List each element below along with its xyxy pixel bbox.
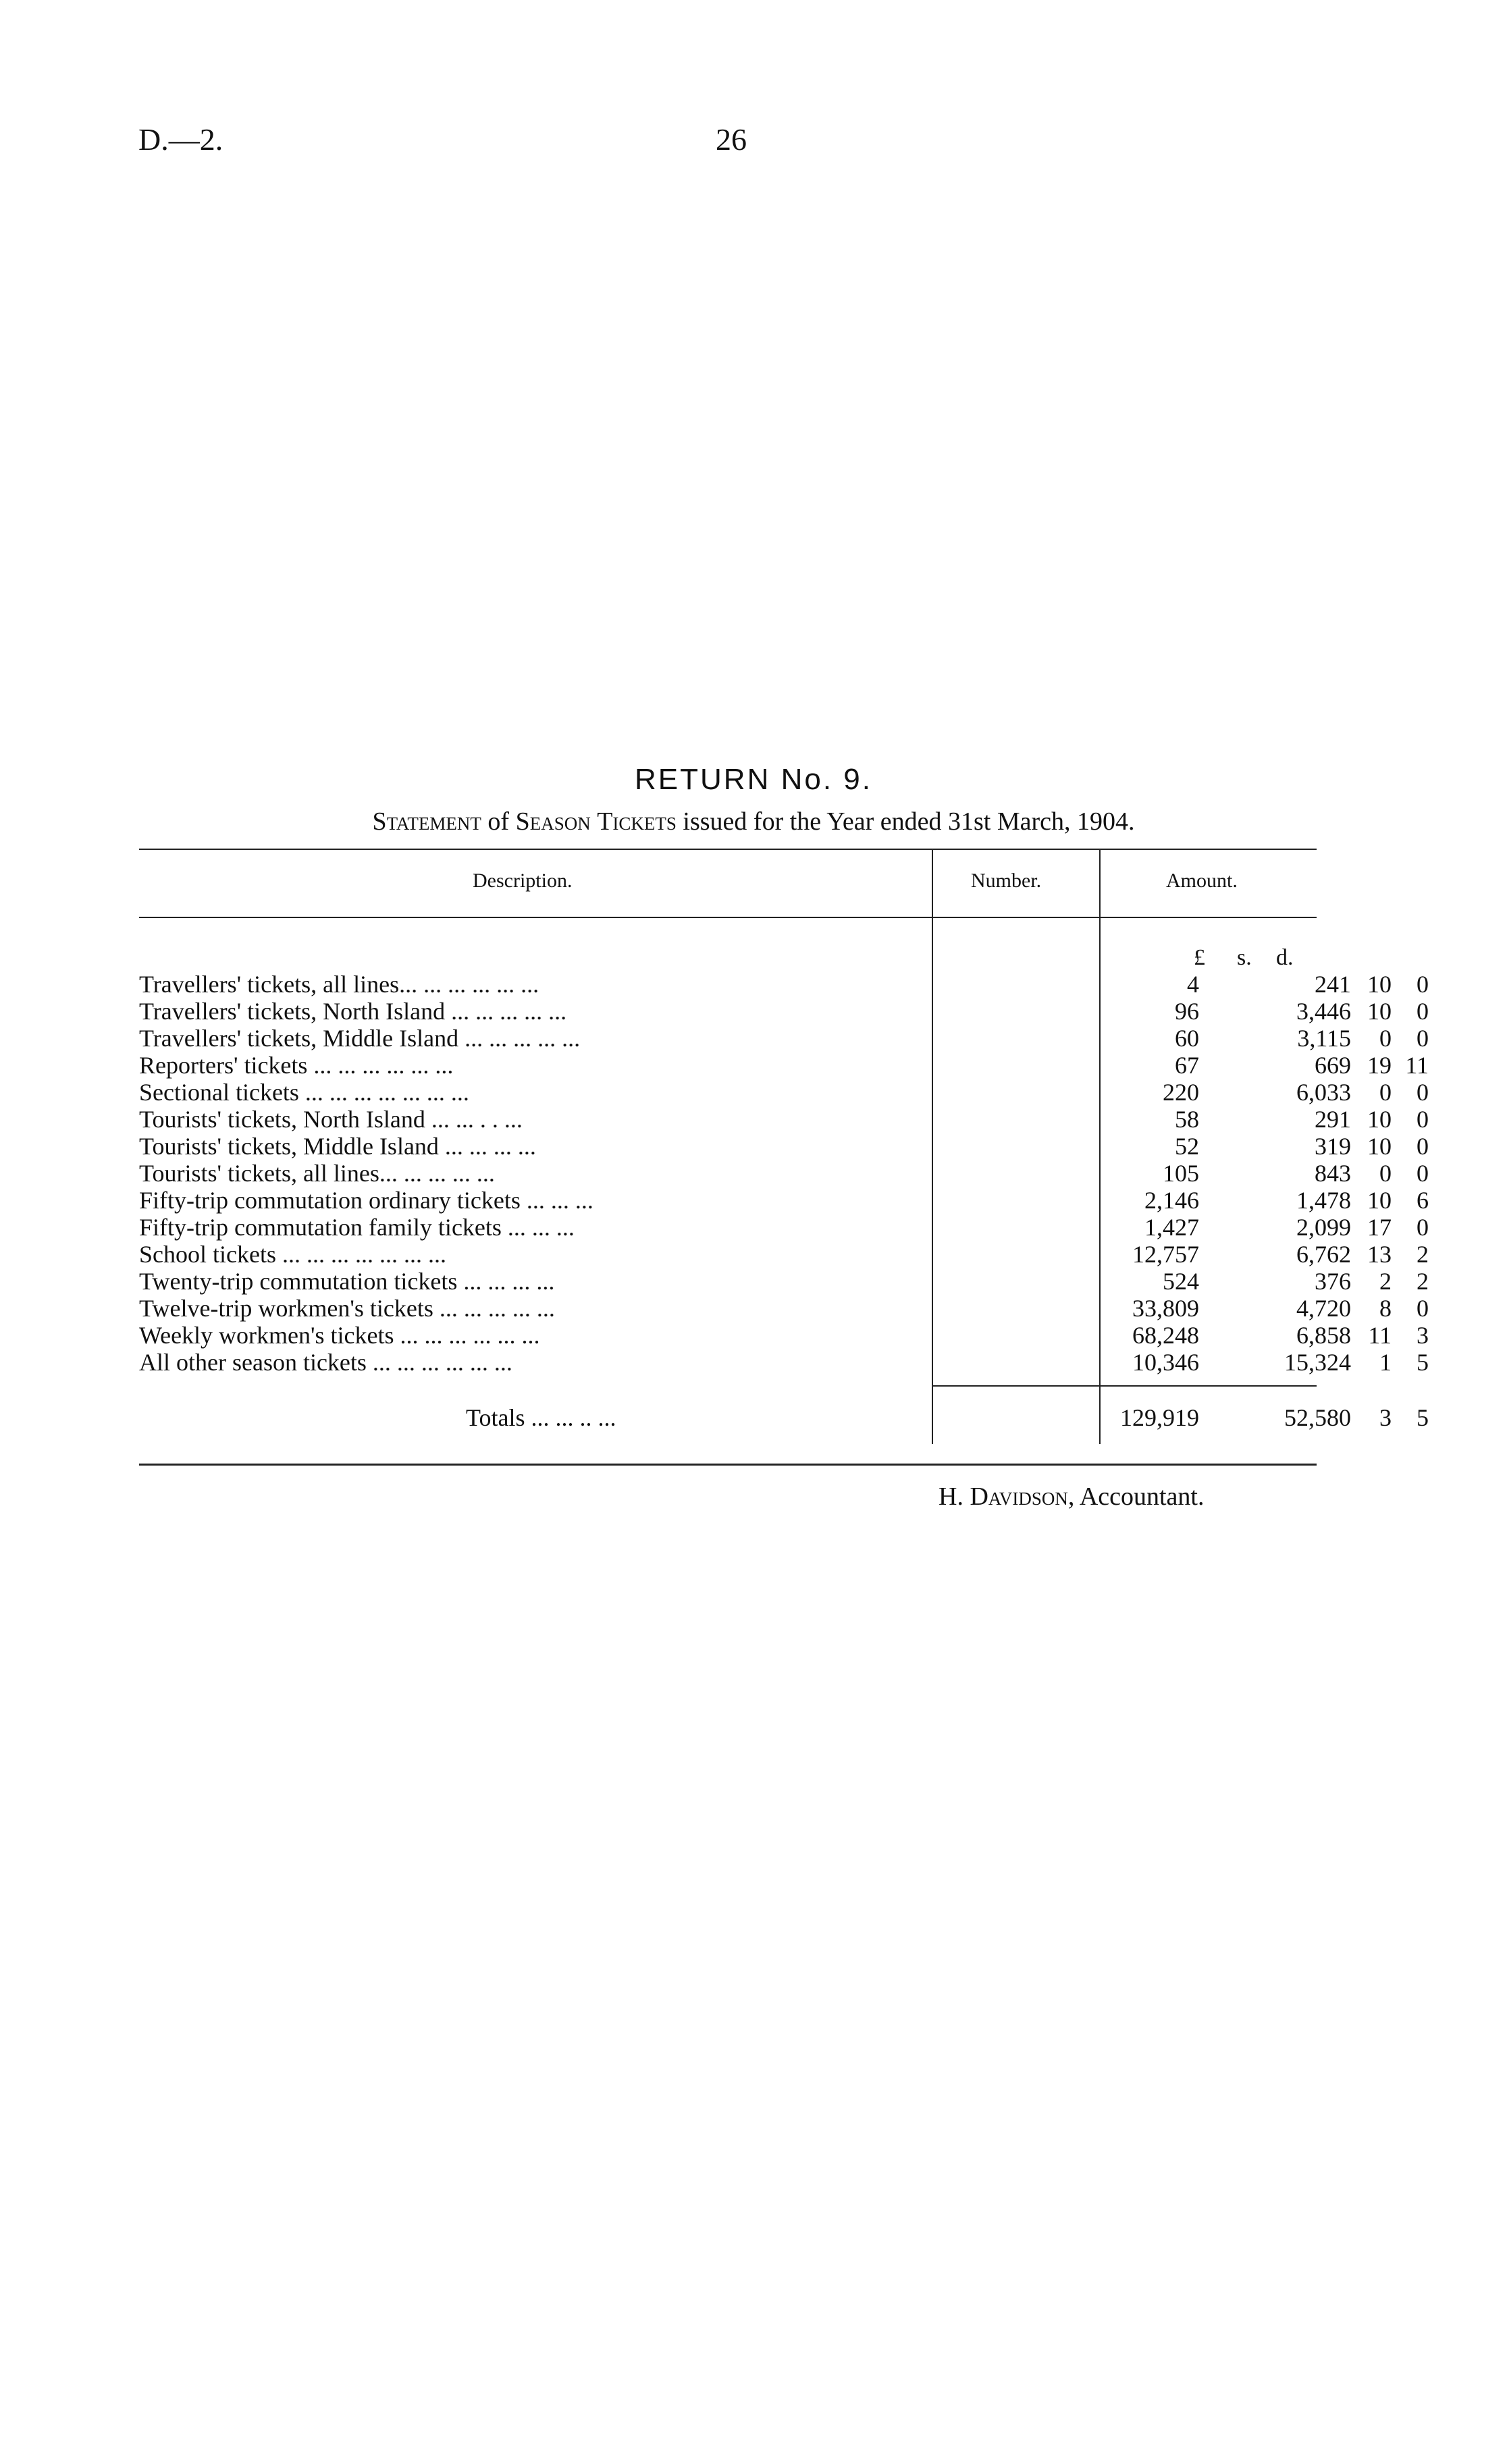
accountant-name: H. Davidson, (938, 1482, 1075, 1511)
row-shillings: 10 (1367, 998, 1392, 1025)
row-shillings: 10 (1367, 971, 1392, 998)
row-pence: 0 (1417, 1079, 1429, 1106)
row-shillings: 0 (1379, 1025, 1392, 1052)
row-pounds: 6,858 (1296, 1322, 1351, 1349)
row-shillings: 2 (1379, 1268, 1392, 1295)
row-pounds: 376 (1315, 1268, 1351, 1295)
totals-row (139, 1404, 1429, 1431)
subtitle-word: of (487, 807, 510, 836)
row-pence: 0 (1417, 998, 1429, 1025)
table-row (139, 1106, 1429, 1133)
pence-label: d. (1276, 945, 1294, 970)
row-shillings: 10 (1367, 1187, 1392, 1214)
table-row (139, 1025, 1429, 1052)
shillings-label: s. (1237, 945, 1252, 970)
table-row (139, 1052, 1429, 1079)
table-row (139, 1133, 1429, 1160)
table-row (139, 1187, 1429, 1214)
row-pence: 0 (1417, 1133, 1429, 1160)
row-pence: 0 (1417, 1106, 1429, 1133)
table-row (139, 1268, 1429, 1295)
row-pence: 0 (1417, 1025, 1429, 1052)
page-number: 26 (716, 122, 747, 157)
row-pence: 2 (1417, 1268, 1429, 1295)
row-description: Travellers' tickets, Middle Island ... ... ... ... ... (139, 1025, 581, 1052)
row-pence: 0 (1417, 971, 1429, 998)
row-number: 12,757 (1132, 1241, 1199, 1268)
row-shillings: 10 (1367, 1133, 1392, 1160)
table-bottom-rule (139, 1464, 1317, 1466)
row-description: Tourists' tickets, all lines... ... ... ... ... (139, 1160, 495, 1187)
row-description: Twenty-trip commutation tickets ... ... ... ... (139, 1268, 555, 1295)
row-shillings: 0 (1379, 1079, 1392, 1106)
row-pence: 5 (1417, 1349, 1429, 1376)
totals-separator-rule (932, 1385, 1317, 1387)
row-pence: 0 (1417, 1214, 1429, 1241)
totals-number: 129,919 (1120, 1404, 1199, 1431)
row-description: Fifty-trip commutation family tickets ... ... ... (139, 1214, 575, 1241)
row-pounds: 319 (1315, 1133, 1351, 1160)
row-shillings: 17 (1367, 1214, 1392, 1241)
row-pence: 2 (1417, 1241, 1429, 1268)
row-number: 524 (1163, 1268, 1199, 1295)
row-description: Fifty-trip commutation ordinary tickets ... ... ... (139, 1187, 593, 1214)
row-number: 220 (1163, 1079, 1199, 1106)
row-number: 33,809 (1132, 1295, 1199, 1322)
totals-pounds: 52,580 (1284, 1404, 1351, 1431)
row-pounds: 15,324 (1284, 1349, 1351, 1376)
accountant-signature (938, 1482, 1204, 1511)
row-pounds: 1,478 (1296, 1187, 1351, 1214)
row-number: 58 (1175, 1106, 1199, 1133)
row-shillings: 10 (1367, 1106, 1392, 1133)
row-shillings: 19 (1367, 1052, 1392, 1079)
row-description: Travellers' tickets, all lines... ... ... ... ... ... (139, 971, 539, 998)
page-reference: D.—2. (138, 122, 223, 157)
subtitle-word: Season (515, 807, 591, 836)
return-title: RETURN No. 9. (635, 763, 872, 796)
subtitle-word: Statement (372, 807, 481, 836)
totals-pence: 5 (1417, 1404, 1429, 1431)
table-row (139, 998, 1429, 1025)
row-shillings: 8 (1379, 1295, 1392, 1322)
row-pounds: 6,762 (1296, 1241, 1351, 1268)
row-pounds: 669 (1315, 1052, 1351, 1079)
row-description: Tourists' tickets, North Island ... ... . . ... (139, 1106, 523, 1133)
row-pence: 11 (1405, 1052, 1429, 1079)
row-description: Tourists' tickets, Middle Island ... ... ... ... (139, 1133, 536, 1160)
row-pounds: 4,720 (1296, 1295, 1351, 1322)
row-pounds: 6,033 (1296, 1079, 1351, 1106)
row-description: Weekly workmen's tickets ... ... ... ... ... ... (139, 1322, 540, 1349)
statement-subtitle (0, 807, 1507, 836)
table-row (139, 1349, 1429, 1376)
row-description: School tickets ... ... ... ... ... ... ... (139, 1241, 446, 1268)
row-description: Reporters' tickets ... ... ... ... ... ... (139, 1052, 454, 1079)
row-pence: 0 (1417, 1295, 1429, 1322)
row-shillings: 11 (1368, 1322, 1392, 1349)
totals-shillings: 3 (1379, 1404, 1392, 1431)
table-row (139, 971, 1429, 998)
row-pounds: 2,099 (1296, 1214, 1351, 1241)
row-number: 105 (1163, 1160, 1199, 1187)
row-pounds: 3,446 (1296, 998, 1351, 1025)
table-top-rule (139, 849, 1317, 850)
pounds-symbol: £ (1194, 945, 1205, 970)
amount-header: Amount. (1166, 869, 1238, 892)
row-pence: 3 (1417, 1322, 1429, 1349)
row-description: Twelve-trip workmen's tickets ... ... ... ... ... (139, 1295, 555, 1322)
number-header: Number. (971, 869, 1042, 892)
table-row (139, 1295, 1429, 1322)
table-row (139, 1214, 1429, 1241)
table-row (139, 1241, 1429, 1268)
row-number: 96 (1175, 998, 1199, 1025)
row-description: Travellers' tickets, North Island ... ... ... ... ... (139, 998, 567, 1025)
totals-label: Totals ... ... .. ... (466, 1404, 616, 1431)
row-number: 2,146 (1144, 1187, 1199, 1214)
row-number: 52 (1175, 1133, 1199, 1160)
row-number: 67 (1175, 1052, 1199, 1079)
subtitle-word: Tickets (597, 807, 677, 836)
row-pounds: 843 (1315, 1160, 1351, 1187)
row-pounds: 291 (1315, 1106, 1351, 1133)
row-number: 1,427 (1144, 1214, 1199, 1241)
table-row (139, 1160, 1429, 1187)
row-number: 68,248 (1132, 1322, 1199, 1349)
table-row (139, 1079, 1429, 1106)
row-number: 4 (1187, 971, 1199, 998)
row-shillings: 0 (1379, 1160, 1392, 1187)
table-row (139, 1322, 1429, 1349)
row-pounds: 241 (1315, 971, 1351, 998)
row-shillings: 1 (1379, 1349, 1392, 1376)
row-description: All other season tickets ... ... ... ... ... ... (139, 1349, 512, 1376)
header-bottom-rule (139, 917, 1317, 918)
row-description: Sectional tickets ... ... ... ... ... ... ... (139, 1079, 469, 1106)
subtitle-word: issued for the Year ended 31st March, 1904. (683, 807, 1135, 836)
accountant-role: Accountant. (1079, 1482, 1205, 1511)
row-pence: 0 (1417, 1160, 1429, 1187)
row-pounds: 3,115 (1297, 1025, 1351, 1052)
row-shillings: 13 (1367, 1241, 1392, 1268)
description-header: Description. (473, 869, 573, 892)
row-pence: 6 (1417, 1187, 1429, 1214)
row-number: 60 (1175, 1025, 1199, 1052)
row-number: 10,346 (1132, 1349, 1199, 1376)
